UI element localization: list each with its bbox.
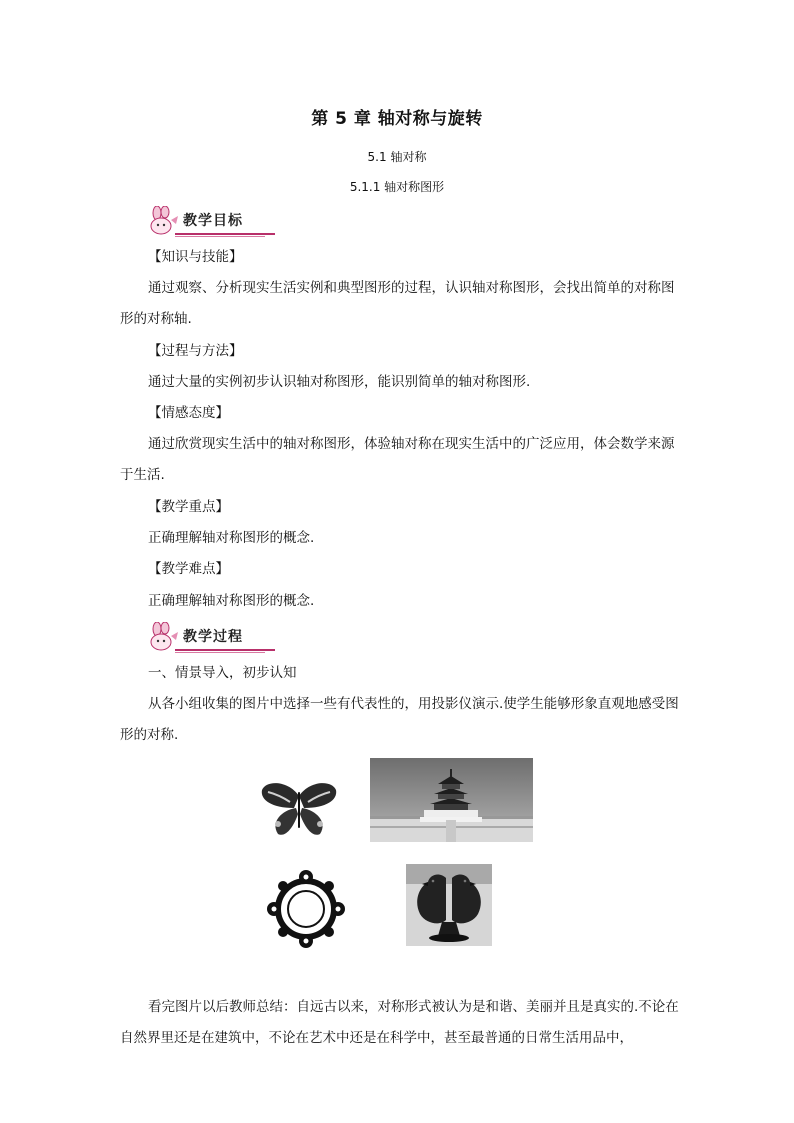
banner-underline — [175, 233, 275, 235]
attitude-text: 通过欣赏现实生活中的轴对称图形，体验轴对称在现实生活中的广泛应用，体会数学来源于生活. — [120, 436, 675, 483]
difficulty-heading: 【教学难点】 — [148, 561, 229, 577]
difficulty-text: 正确理解轴对称图形的概念. — [148, 593, 315, 609]
banner-underline-thin — [175, 652, 265, 653]
section-title: 5.1 轴对称 — [367, 150, 427, 164]
key-point-text: 正确理解轴对称图形的概念. — [148, 530, 315, 546]
knowledge-heading: 【知识与技能】 — [148, 249, 243, 265]
banner-underline — [175, 649, 275, 651]
key-point-heading: 【教学重点】 — [148, 499, 229, 515]
banner-teaching-goals — [145, 206, 275, 236]
chapter-title: 第 5 章 轴对称与旋转 — [311, 109, 483, 129]
knowledge-text: 通过观察、分析现实生活实例和典型图形的过程，认识轴对称图形，会找出简单的对称图形的对称轴. — [120, 280, 675, 327]
step1-heading: 一、情景导入，初步认知 — [148, 665, 297, 681]
symmetric-ornament-image — [264, 868, 348, 950]
banner-underline-thin — [175, 236, 265, 237]
subsection-title: 5.1.1 轴对称图形 — [349, 180, 445, 194]
butterfly-image — [258, 778, 340, 840]
dove-sculpture-image — [406, 864, 492, 946]
banner-label: 教学目标 — [183, 213, 243, 229]
attitude-heading: 【情感态度】 — [148, 405, 229, 421]
step1-text: 从各小组收集的图片中选择一些有代表性的，用投影仪演示.使学生能够形象直观地感受图形的对称. — [120, 696, 679, 743]
banner-label: 教学过程 — [183, 629, 243, 645]
process-method-text: 通过大量的实例初步认识轴对称图形，能识别简单的轴对称图形. — [148, 374, 531, 390]
summary-text: 看完图片以后教师总结：自远古以来，对称形式被认为是和谐、美丽并且是真实的.不论在自然界里还是在建筑中，不论在艺术中还是在科学中，甚至最普通的日常生活用品中， — [120, 999, 679, 1046]
process-method-heading: 【过程与方法】 — [148, 343, 243, 359]
temple-of-heaven-image — [370, 758, 533, 842]
banner-teaching-process — [145, 622, 275, 652]
